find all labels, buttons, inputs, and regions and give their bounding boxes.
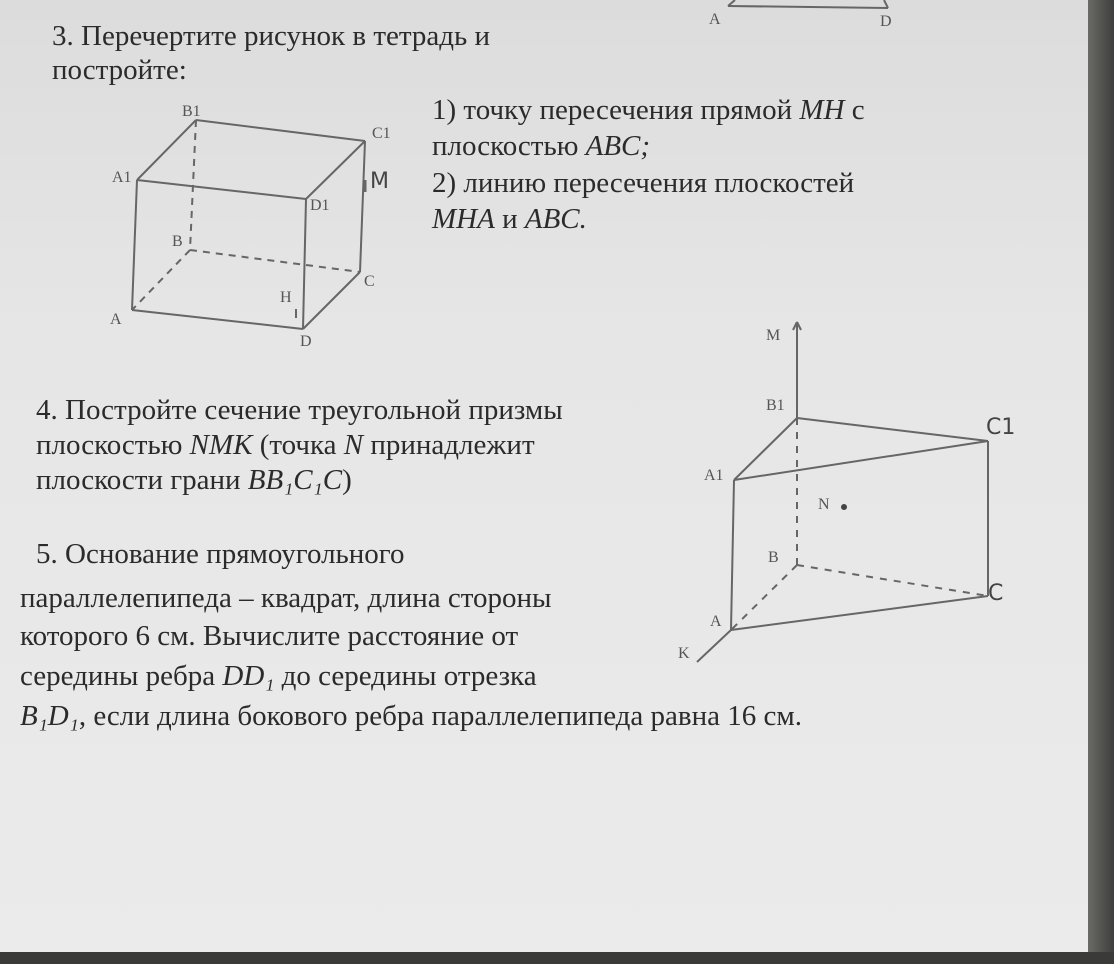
edge-b1-a1: [137, 120, 196, 180]
task3-item1-line2: [432, 128, 650, 164]
fig1-label-d: D: [300, 333, 312, 350]
edge-a1-a: [132, 180, 137, 310]
edge-b1-a1: [734, 418, 797, 480]
edge-b1-c1: [196, 120, 365, 141]
fig1-label-a1: A1: [112, 169, 132, 186]
edge-c1-c: [360, 141, 365, 272]
task5-line5-rest: , если длина бокового ребра параллелепипеда равна 16 см.: [78, 700, 802, 732]
task4-nmk: NMK: [189, 429, 253, 461]
task4-line2-a: плоскостью: [36, 429, 190, 461]
task3-item2-line1: 2) линию пересечения плоскостей: [432, 167, 855, 199]
edge-c1-d1: [306, 141, 365, 199]
fig1-label-c: C: [364, 273, 375, 290]
task3-item1-text: 1) точку пересечения прямой: [432, 94, 800, 126]
fig2-label-a1: A1: [704, 467, 724, 484]
task5-line4-a: середины ребра: [20, 660, 223, 692]
fig1-label-b: B: [172, 233, 183, 250]
edge-a1-c1: [734, 441, 988, 480]
edge-b-a-hidden: [731, 565, 797, 630]
fig2-label-m: M: [766, 327, 781, 344]
edge-b-c-hidden: [190, 250, 360, 272]
fig2-label-c1: C1: [986, 415, 1016, 440]
fig1-label-b1: B1: [182, 103, 201, 120]
fig1-label-h: H: [280, 289, 292, 306]
fig1-label-a: A: [110, 311, 122, 328]
partial-label-d: D: [880, 13, 892, 30]
edge-a-c: [731, 596, 988, 630]
point-n: [841, 504, 847, 510]
fig2-label-b: B: [768, 549, 779, 566]
task3-item2-and: и: [494, 203, 525, 235]
task5-line4: [20, 658, 537, 694]
task3-heading-line2: постройте:: [52, 54, 187, 86]
task4-line3: [36, 462, 352, 498]
partial-label-a: A: [709, 11, 721, 28]
task3-item1-abc: ABC;: [585, 130, 651, 162]
task3-item1-line1: [432, 92, 865, 128]
edge-b1-c1: [797, 418, 988, 441]
edge-d-c: [303, 272, 360, 329]
task5-dd1: DD₁: [222, 660, 275, 692]
task4-n: N: [343, 429, 364, 461]
task3-item2-line2: [432, 201, 587, 237]
fig2-label-a: A: [710, 613, 722, 630]
fig2-label-n: N: [818, 496, 830, 513]
line-a-k: [697, 630, 731, 662]
fig2-label-k: K: [678, 645, 690, 662]
task5-line3: которого 6 см. Вычислите расстояние от: [20, 620, 519, 652]
task5-line4-b: до середины отрезка: [274, 660, 537, 692]
task4-line3-a: плоскости грани: [36, 464, 248, 496]
fig1-label-d1: D1: [310, 197, 330, 214]
edge-d1-d: [303, 199, 306, 329]
task5-b1d1: B₁D₁: [20, 700, 79, 732]
task4-line2-b: (точка: [252, 429, 344, 461]
partial-top-figure: [728, 0, 888, 8]
task4-line2: [36, 427, 535, 463]
task5-line1: 5. Основание прямоугольного: [36, 538, 405, 570]
triangular-prism-figure: [697, 322, 988, 662]
task4-line1: 4. Постройте сечение треугольной призмы: [36, 394, 563, 426]
task4-face: BB₁C₁C: [247, 464, 343, 496]
edge-a1-a: [731, 480, 734, 630]
partial-edge-d: [884, 0, 888, 8]
edge-a-d: [132, 310, 303, 329]
task5-line5: [20, 698, 802, 734]
task3-item1-c: с: [844, 94, 865, 126]
partial-edge-ad: [728, 6, 888, 8]
task3-item1-plane-text: плоскостью: [432, 130, 586, 162]
fig1-label-c1: C1: [372, 125, 391, 142]
task5-line2: параллелепипеда – квадрат, длина стороны: [20, 582, 552, 614]
fig2-label-c: C: [988, 581, 1004, 606]
edge-b-a-hidden: [132, 250, 190, 310]
edge-b1-b-hidden: [190, 120, 196, 250]
edge-a1-d1: [137, 180, 306, 199]
task3-heading-line1: 3. Перечертите рисунок в тетрадь и: [52, 20, 491, 52]
edge-b-c-hidden: [797, 565, 988, 596]
fig1-label-m: M: [370, 169, 389, 194]
task4-line2-c: принадлежит: [363, 429, 535, 461]
parallelepiped-figure: [132, 120, 365, 329]
fig2-label-b1: B1: [766, 397, 785, 414]
task4-line3-b: ): [342, 464, 352, 496]
task3-item2-mha: MHA: [432, 203, 495, 235]
task3-item1-mh: MH: [799, 94, 845, 126]
task3-item2-abc: ABC.: [524, 203, 587, 235]
